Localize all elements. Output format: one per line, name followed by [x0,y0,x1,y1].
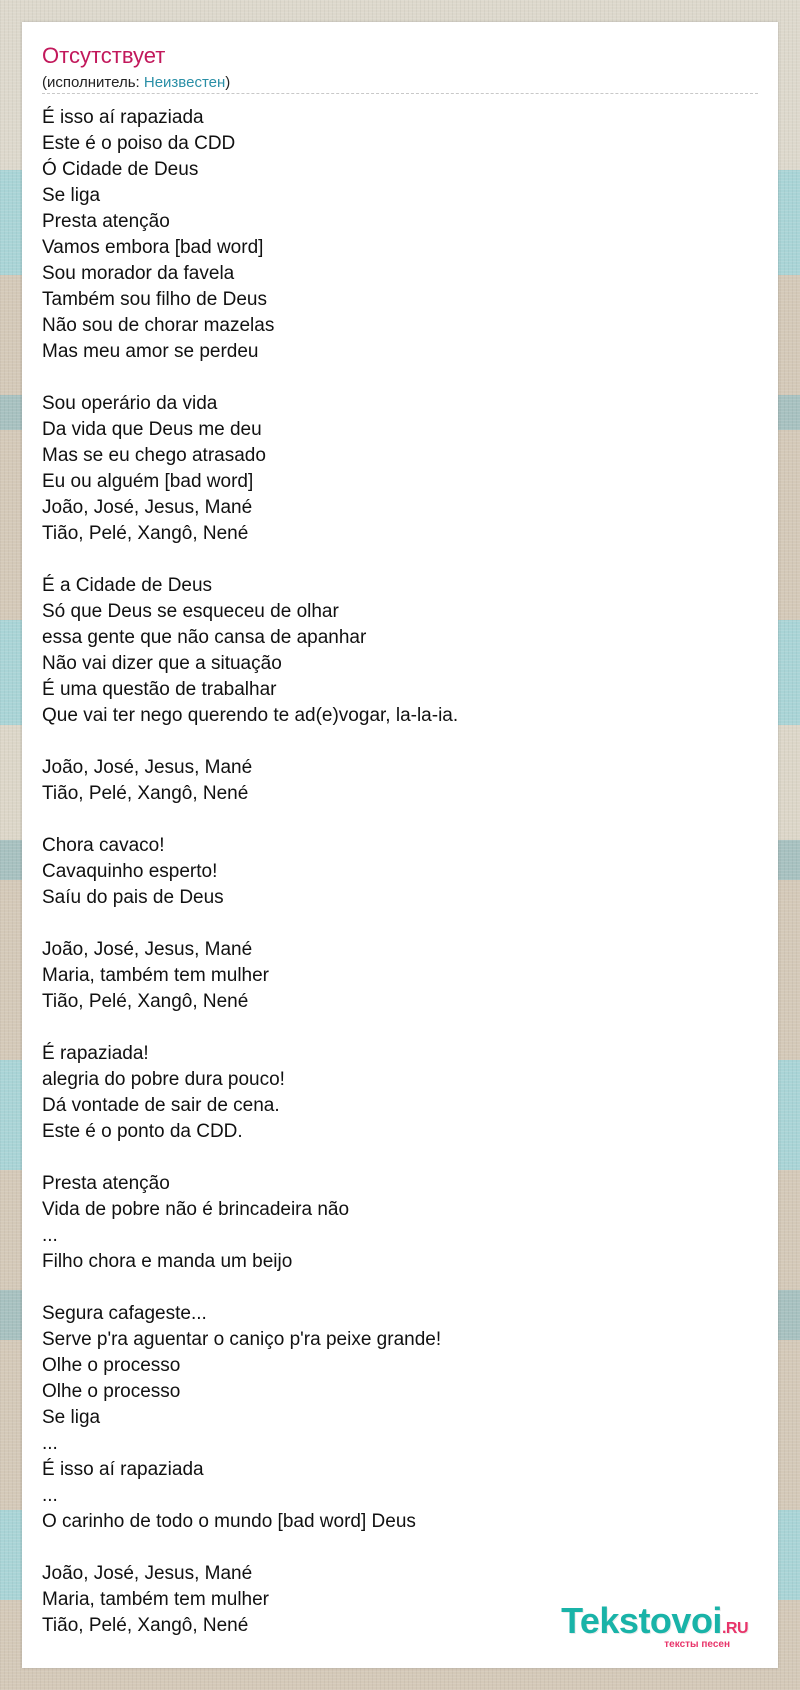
artist-suffix: ) [225,74,231,91]
artist-link[interactable]: Неизвестен [143,74,226,91]
lyrics-card [22,22,778,1668]
logo-wordmark [561,1600,748,1641]
title-divider [42,93,758,94]
song-title: Отсутствует [42,43,166,68]
logo-name: Tekstovoi [561,1600,722,1641]
site-logo[interactable] [561,1600,748,1650]
artist-line [42,72,230,93]
logo-tagline: тексты песен [664,1639,730,1650]
lyrics-text: É isso aí rapaziada Este é o poiso da CDD Ó Cidade de Deus Se liga Presta atenção Vamos embora [bad word] Sou morador da favela Também sou filho de Deus Não sou de chorar mazelas Mas meu amor se perdeu Sou operário da vida Da vida que Deus me deu Mas se eu chego atrasado Eu ou alguém [bad word] João, José, Jesus, Mané Tião, Pelé, Xangô, Nené É a Cidade de Deus Só que Deus se esqueceu de olhar essa gente que não cansa de apanhar Não vai dizer que a situação É uma questão de trabalhar Que vai ter nego querendo te ad(e)vogar, la-la-ia. João, José, Jesus, Mané Tião, Pelé, Xangô, Nené Chora cavaco! Cavaquinho esperto! Saíu do pais de Deus João, José, Jesus, Mané Maria, também tem mulher Tião, Pelé, Xangô, Nené É rapaziada! alegria do pobre dura pouco! Dá vontade de sair de cena. Este é o ponto da CDD. Presta atenção Vida de pobre não é brincadeira não ... Filho chora e manda um beijo Segura cafageste... Serve p'ra aguentar o caniço p'ra peixe grande! Olhe o processo Olhe o processo Se liga ... É isso aí rapaziada ... O carinho de todo o mundo [bad word] Deus João, José, Jesus, Mané Maria, também tem mulher Tião, Pelé, Xangô, Nené [42,107,459,1636]
logo-suffix: .RU [721,1620,748,1637]
artist-prefix: (исполнитель: [42,74,144,91]
